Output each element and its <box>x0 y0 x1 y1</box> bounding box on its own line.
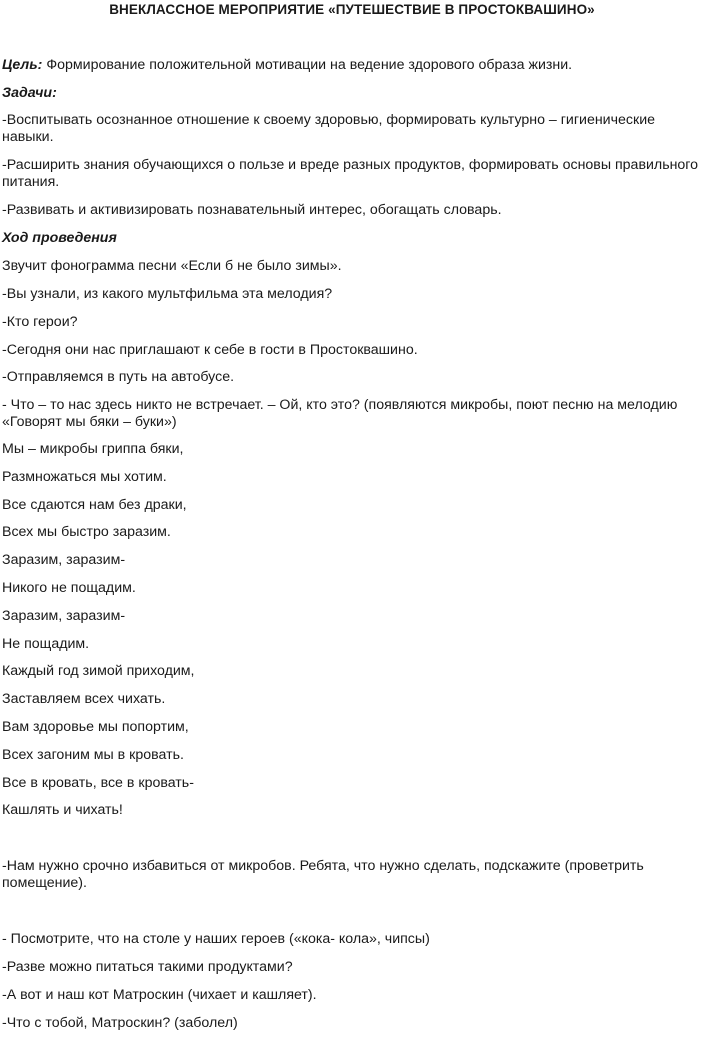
goal-paragraph <box>2 57 700 74</box>
song-line: Никого не пощадим. <box>2 580 136 596</box>
song-line: Всех мы быстро заразим. <box>2 524 171 540</box>
text-line: -Сегодня они нас приглашают к себе в гости в Простоквашино. <box>2 342 418 358</box>
song-line: Заразим, заразим- <box>2 552 126 568</box>
goal-label: Цель: <box>2 57 43 73</box>
song-line: Мы – микробы гриппа бяки, <box>2 441 184 457</box>
procedure-heading: Ход проведения <box>2 230 117 246</box>
text-line: Звучит фонограмма песни «Если б не было зимы». <box>2 258 342 274</box>
song-line: Все в кровать, все в кровать- <box>2 775 194 791</box>
song-line: Вам здоровье мы попортим, <box>2 719 189 735</box>
goal-text: Формирование положительной мотивации на ведение здорового образа жизни. <box>42 57 573 73</box>
song-line: Заразим, заразим- <box>2 608 126 624</box>
text-line: -А вот и наш кот Матроскин (чихает и кашляет). <box>2 987 317 1003</box>
song-line: Заставляем всех чихать. <box>2 691 166 707</box>
tasks-heading: Задачи: <box>2 85 57 101</box>
text-line: -Разве можно питаться такими продуктами? <box>2 959 293 975</box>
document-title: ВНЕКЛАССНОЕ МЕРОПРИЯТИЕ «ПУТЕШЕСТВИЕ В ПРОСТОКВАШИНО» <box>109 2 595 17</box>
song-line: Каждый год зимой приходим, <box>2 663 195 679</box>
text-line: -Отправляемся в путь на автобусе. <box>2 369 235 385</box>
text-line: - Что – то нас здесь никто не встречает. – Ой, кто это? (появляются микробы, поют песню на мелодию «Говорят мы бяки – буки») <box>2 397 678 430</box>
text-line: -Что с тобой, Матроскин? (заболел) <box>2 1015 238 1031</box>
song-line: Всех загоним мы в кровать. <box>2 747 184 763</box>
task-item: -Развивать и активизировать познавательный интерес, обогащать словарь. <box>2 202 502 218</box>
song-line: Кашлять и чихать! <box>2 802 123 818</box>
text-line: -Вы узнали, из какого мультфильма эта мелодия? <box>2 286 333 302</box>
task-item: -Воспитывать осознанное отношение к своему здоровью, формировать культурно – гигиенические навыки. <box>2 112 656 145</box>
song-line: Размножаться мы хотим. <box>2 469 167 485</box>
song-line: Все сдаются нам без драки, <box>2 497 187 513</box>
text-line: - Посмотрите, что на столе у наших героев («кока- кола», чипсы) <box>2 931 430 947</box>
task-item: -Расширить знания обучающихся о пользе и вреде разных продуктов, формировать основы правильного питания. <box>2 157 699 190</box>
text-line: -Кто герои? <box>2 314 78 330</box>
text-line: -Нам нужно срочно избавиться от микробов. Ребята, что нужно сделать, подскажите (проветрить помещение). <box>2 858 644 891</box>
song-line: Не пощадим. <box>2 636 90 652</box>
